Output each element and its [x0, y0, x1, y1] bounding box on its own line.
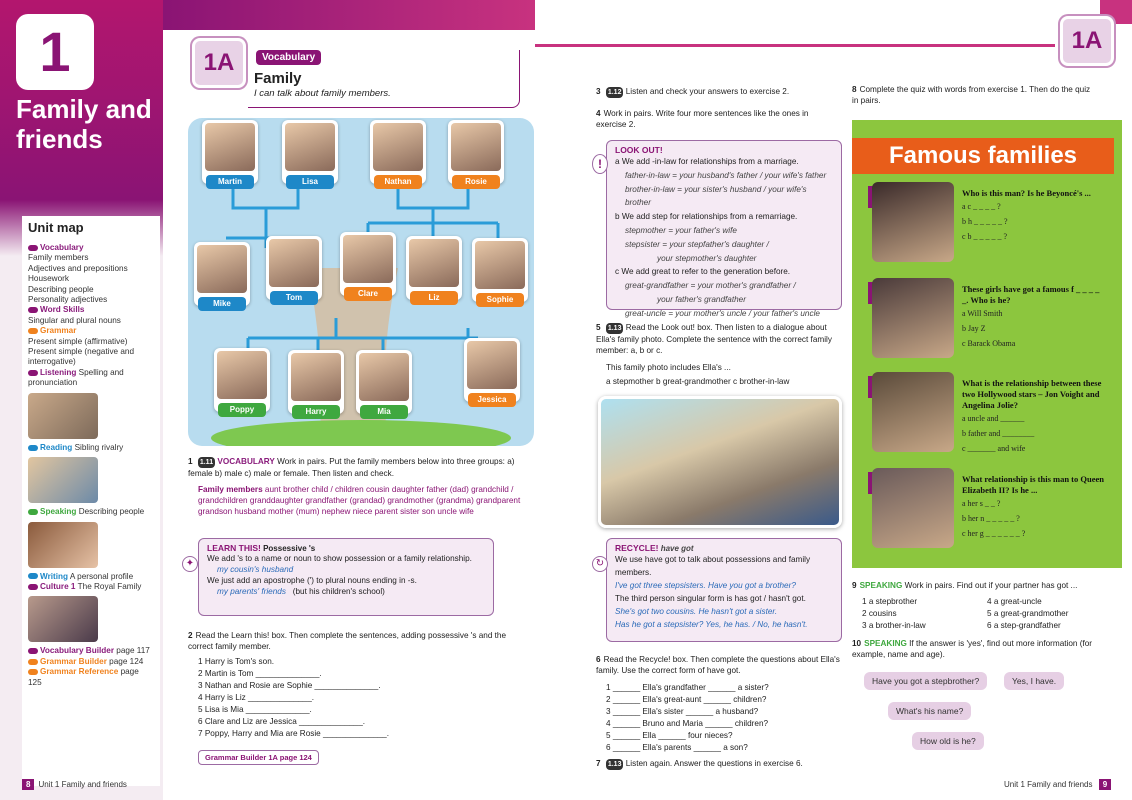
look-out-line: b We add step for relationships from a remarriage.	[615, 212, 798, 222]
family-member-card	[266, 236, 322, 300]
learn-this-box: LEARN THIS! Possessive 's We add 's to a name or noun to show possession or a family relationship. my cousin's husband We just add an apostrophe (') to plural nouns ending in -s. my parents' friends (but his children's school)	[198, 538, 494, 616]
person-photo	[205, 123, 255, 171]
lightbulb-icon: ✦	[182, 556, 198, 572]
unit-map-vocab: Vocabulary Family members Adjectives and prepositions Housework Describing people Personality adjectives Word Skills Singular and plural nouns Grammar Present simple (affirmative) Present simple (negative and interrogative) Listening Spelling and pronunciation Reading Sibling rivalry Speaking Describing people Writing A personal profile Culture 1 The Royal Family Vocabulary Builder page 117 Grammar Builder page 124 Grammar Reference page 125	[28, 243, 154, 688]
exercise-8: 8 Complete the quiz with words from exercise 1. Then do the quiz in pairs.	[852, 85, 1091, 105]
exercise-9: 9 SPEAKING Work in pairs. Find out if your partner has got ...	[852, 581, 1078, 590]
wordskills-pill-icon	[28, 307, 38, 313]
culture-thumbnail	[28, 596, 98, 642]
family-member-name: Mia	[360, 405, 408, 419]
exercise-4: 4 Work in pairs. Write four more sentences like the ones in exercise 2.	[596, 109, 809, 129]
exercise-6-items	[606, 682, 846, 754]
family-photo	[598, 396, 842, 528]
family-member-card	[448, 120, 504, 184]
exercise-9-item: 5 a great-grandmother	[987, 609, 1069, 618]
audio-track-icon[interactable]: 1.11	[199, 459, 214, 466]
family-member-card	[340, 232, 396, 296]
person-photo	[359, 353, 409, 401]
list-item: 5 Lisa is Mia ______________.	[198, 705, 312, 714]
recycle-line: She's got two cousins. He hasn't got a sister.	[615, 607, 778, 616]
exercise-6: 6 Read the Recycle! box. Then complete the questions about Ella's family. Use the correct form of have got.	[596, 655, 840, 675]
quiz-photo	[872, 468, 954, 548]
quiz-option: c b _ _ _ _ _ ?	[962, 232, 1008, 241]
unit-map	[22, 216, 160, 786]
quiz-question: What is the relationship between these two Hollywood stars – Jon Voight and Angelina Jolie?	[962, 378, 1102, 410]
speech-bubble-4: How old is he?	[912, 732, 984, 750]
speech-bubble-3: What's his name?	[888, 702, 971, 720]
look-out-line: stepmother = your father's wife	[625, 225, 737, 235]
look-out-line: stepsister = your stepfather's daughter /	[625, 239, 769, 249]
grammar-pill-icon	[28, 328, 38, 334]
family-member-name: Tom	[270, 291, 318, 305]
family-member-name: Poppy	[218, 403, 266, 417]
quiz-question-block	[962, 378, 1104, 456]
family-member-name: Harry	[292, 405, 340, 419]
quiz-photo	[872, 372, 954, 452]
quiz-option: b father and ________	[962, 429, 1035, 438]
person-photo	[343, 235, 393, 283]
person-photo	[373, 123, 423, 171]
header-line	[535, 44, 1055, 47]
recycle-line: I've got three stepsisters. Have you got a brother?	[615, 581, 796, 590]
quiz-photo	[872, 182, 954, 262]
exercise-2: 2 Read the Learn this! box. Then complete the sentences, adding possessive 's and the correct family member.	[188, 631, 507, 651]
person-photo	[285, 123, 335, 171]
person-photo	[467, 341, 517, 389]
recycle-line: We use have got to talk about possessions and family members.	[615, 555, 811, 577]
exercise-9-item: 4 a great-uncle	[987, 597, 1042, 606]
list-item: 6 ______ Ella's parents ______ a son?	[606, 743, 748, 752]
exercise-7: 7 1.13 Listen again. Answer the questions in exercise 6.	[596, 759, 803, 768]
unit-map-title: Unit map	[28, 220, 84, 235]
person-photo	[475, 241, 525, 289]
audio-track-icon[interactable]: 1.12	[607, 89, 622, 96]
family-member-name: Martin	[206, 175, 254, 189]
list-item: 2 Martin is Tom ______________.	[198, 669, 322, 678]
quiz-question: Who is this man? Is he Beyoncé's ...	[962, 188, 1091, 198]
lesson-badge: 1A	[192, 38, 246, 88]
exercise-3: 3 1.12 Listen and check your answers to exercise 2.	[596, 87, 790, 96]
quiz-title: Famous families	[852, 138, 1114, 174]
gr-pill-icon	[28, 669, 38, 675]
audio-track-icon[interactable]: 1.13	[607, 761, 622, 768]
quiz-question-block	[962, 284, 1104, 351]
quiz-option: a c _ _ _ _ ?	[962, 202, 1001, 211]
audio-track-icon[interactable]: 1.13	[607, 325, 622, 332]
exercise-10: 10 SPEAKING If the answer is 'yes', find out more information (for example, name and age).	[852, 639, 1093, 659]
look-out-line: your stepmother's daughter	[657, 253, 757, 263]
left-footer: 8 Unit 1 Family and friends	[22, 779, 127, 790]
person-photo	[197, 245, 247, 293]
family-member-card	[194, 242, 250, 306]
lesson-subtitle: I can talk about family members.	[254, 88, 391, 99]
list-item: 3 Nathan and Rosie are Sophie ______________.	[198, 681, 381, 690]
look-out-line: your father's grandfather	[657, 294, 746, 304]
unit-number: 1	[16, 14, 94, 90]
quiz-option: c her g _ _ _ _ _ _ ?	[962, 529, 1026, 538]
family-member-name: Clare	[344, 287, 392, 301]
writing-pill-icon	[28, 573, 38, 579]
look-out-line: brother-in-law = your sister's husband / your wife's brother	[625, 184, 807, 208]
reading-pill-icon	[28, 445, 38, 451]
family-member-name: Jessica	[468, 393, 516, 407]
family-member-card	[356, 350, 412, 414]
quiz-option: c _______ and wife	[962, 444, 1026, 453]
listening-thumbnail	[28, 393, 98, 439]
look-out-line: a We add -in-law for relationships from a marriage.	[615, 157, 799, 166]
quiz-option: b her n _ _ _ _ _ ?	[962, 514, 1020, 523]
exclamation-icon: !	[592, 154, 608, 174]
family-member-card	[472, 238, 528, 302]
family-member-name: Liz	[410, 291, 458, 305]
family-member-card	[406, 236, 462, 300]
look-out-box: LOOK OUT! a We add -in-law for relationships from a marriage. father-in-law = your husband's father / your wife's father brother-in-law = your sister's husband / your wife's brother b We add step for relationships from a remarriage. stepmother = your father's wife stepsister = your stepfather's daughter / your stepmother's daughter c We add great to refer to the generation before. great-grandfather = your mother's grandfather / your father's grandfather great-uncle = your mother's uncle / your father's uncle	[606, 140, 842, 310]
family-member-name: Rosie	[452, 175, 500, 189]
speaking-thumbnail	[28, 522, 98, 568]
quiz-question: What relationship is this man to Queen Elizabeth II? Is he ...	[962, 474, 1105, 495]
exercise-1: 1 1.11 VOCABULARY Work in pairs. Put the family members below into three groups: a) female b) male c) male or female. Then listen and check.	[188, 457, 515, 478]
exercise-9-item: 6 a step-grandfather	[987, 621, 1061, 630]
exercise-2-items	[198, 656, 498, 740]
vocab-list	[28, 253, 154, 305]
exercise-9-item: 1 a stepbrother	[862, 597, 918, 606]
vocab-list-item: Housework	[28, 274, 69, 284]
recycle-line: Has he got a stepsister? Yes, he has. / No, he hasn't.	[615, 620, 808, 629]
quiz-option: a uncle and ______	[962, 414, 1025, 423]
lesson-type: Vocabulary	[256, 50, 321, 65]
quiz-option: c Barack Obama	[962, 339, 1016, 348]
unit-title: Family and friends	[16, 94, 152, 154]
gb-pill-icon	[28, 659, 38, 665]
list-item: 5 ______ Ella ______ four nieces?	[606, 731, 733, 740]
right-footer: Unit 1 Family and friends 9	[1004, 779, 1115, 790]
quiz-question-block	[962, 188, 1104, 244]
list-item: 2 ______ Ella's great-aunt ______ children?	[606, 695, 767, 704]
grammar-builder-link[interactable]: Grammar Builder 1A page 124	[198, 750, 319, 765]
list-item: 1 ______ Ella's grandfather ______ a sister?	[606, 683, 769, 692]
vocab-pill-icon	[28, 245, 38, 251]
quiz-option: a Will Smith	[962, 309, 1003, 318]
speech-bubble-2: Yes, I have.	[1004, 672, 1064, 690]
person-photo	[217, 351, 267, 399]
list-item: 3 ______ Ella's sister ______ a husband?	[606, 707, 759, 716]
speech-bubble-1: Have you got a stepbrother?	[864, 672, 987, 690]
exercise-5-prompt: This family photo includes Ella's ...	[606, 363, 731, 372]
family-member-name: Nathan	[374, 175, 422, 189]
exercise-9-items	[862, 596, 1112, 632]
family-member-card	[214, 348, 270, 412]
person-photo	[291, 353, 341, 401]
family-member-name: Lisa	[286, 175, 334, 189]
quiz-photo	[872, 278, 954, 358]
person-photo	[269, 239, 319, 287]
exercise-9-item: 2 cousins	[862, 609, 897, 618]
list-item: 1 Harry is Tom's son.	[198, 657, 275, 666]
vb-pill-icon	[28, 648, 38, 654]
look-out-line: great-uncle = your mother's uncle / your father's uncle	[625, 308, 820, 318]
family-member-card	[202, 120, 258, 184]
quiz-option: b Jay Z	[962, 324, 986, 333]
family-member-card	[464, 338, 520, 402]
look-out-line: c We add great to refer to the generation before.	[615, 267, 791, 277]
speaking-pill-icon	[28, 509, 38, 515]
list-item: 4 ______ Bruno and Maria ______ children?	[606, 719, 769, 728]
quiz-option: a her s _ _ ?	[962, 499, 1001, 508]
vocab-list-item: Describing people	[28, 284, 94, 294]
family-member-card	[282, 120, 338, 184]
list-item: 6 Clare and Liz are Jessica ______________.	[198, 717, 366, 726]
family-words: Family members aunt brother child / children cousin daughter father (dad) grandchild / grandchildren granddaughter grandfather (grandad) grandmother (grandma) grandparent grandson husband mother (mum) nephew niece parent sister son uncle wife	[198, 485, 521, 516]
exercise-9-item: 3 a brother-in-law	[862, 621, 926, 630]
quiz-question-block	[962, 474, 1104, 541]
family-member-card	[288, 350, 344, 414]
right-lesson-badge: 1A	[1060, 16, 1114, 66]
recycle-icon: ↻	[592, 556, 608, 572]
quiz-question: These girls have got a famous f _ _ _ _ _. Who is he?	[962, 284, 1100, 305]
recycle-box: RECYCLE! have got We use have got to talk about possessions and family members. I've got three stepsisters. Have you got a brother? The third person singular form is has got / hasn't got. She's got two cousins. He hasn't got a sister. Has he got a stepsister? Yes, he has. / No, he hasn't.	[606, 538, 842, 642]
header-band	[163, 0, 535, 30]
vocab-list-item: Family members	[28, 253, 89, 263]
exercise-5: 5 1.13 Read the Look out! box. Then listen to a dialogue about Ella's family photo. Complete the sentence with the correct family member: a, b or c.	[596, 323, 832, 355]
person-photo	[409, 239, 459, 287]
family-member-name: Mike	[198, 297, 246, 311]
vocab-list-item: Adjectives and prepositions	[28, 263, 128, 273]
exercise-5-options: a stepmother b great-grandmother c brother-in-law	[606, 377, 790, 386]
listening-pill-icon	[28, 370, 38, 376]
vocab-list-item: Personality adjectives	[28, 295, 108, 305]
reading-thumbnail	[28, 457, 98, 503]
family-member-card	[370, 120, 426, 184]
quiz-option: b h _ _ _ _ _ ?	[962, 217, 1008, 226]
list-item: 4 Harry is Liz ______________.	[198, 693, 315, 702]
list-item: 7 Poppy, Harry and Mia are Rosie ______________.	[198, 729, 390, 738]
culture-pill-icon	[28, 584, 38, 590]
family-member-name: Sophie	[476, 293, 524, 307]
look-out-line: father-in-law = your husband's father / your wife's father	[625, 170, 827, 180]
look-out-line: great-grandfather = your mother's grandfather /	[625, 281, 796, 291]
recycle-line: The third person singular form is has got / hasn't got.	[615, 594, 806, 603]
person-photo	[451, 123, 501, 171]
lesson-title: Family	[254, 70, 302, 87]
